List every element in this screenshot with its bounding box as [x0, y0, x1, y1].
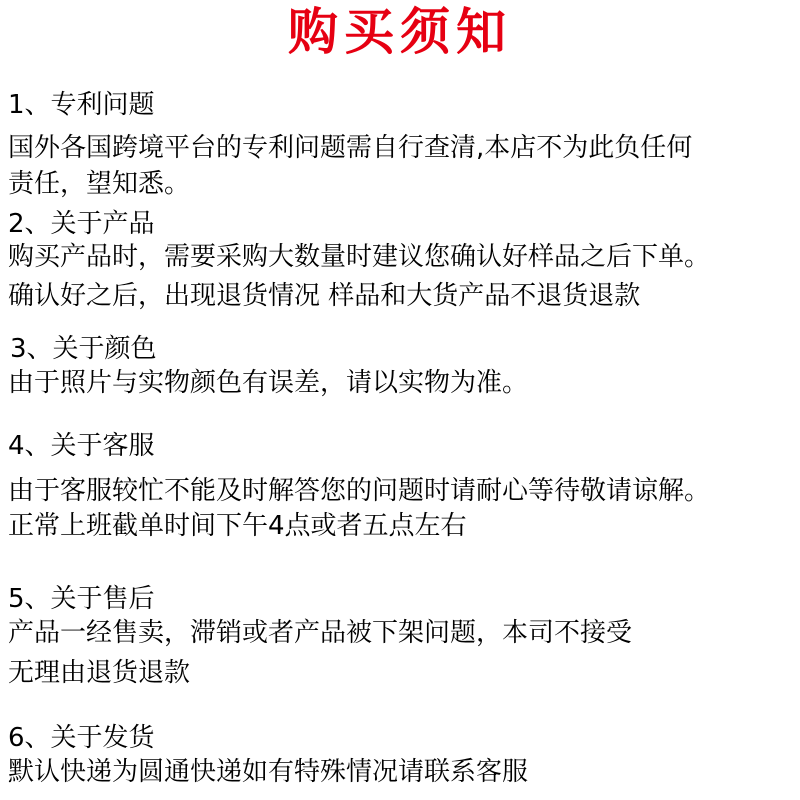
section-5-heading: 5、关于售后	[8, 584, 155, 614]
section-6-line-1: 默认快递为圆通快递如有特殊情况请联系客服	[8, 757, 529, 787]
section-6-heading: 6、关于发货	[8, 723, 155, 753]
section-4-heading: 4、关于客服	[8, 431, 155, 461]
section-5-line-2: 无理由退货退款	[8, 658, 191, 688]
section-4-line-1: 由于客服较忙不能及时解答您的问题时请耐心等待敬请谅解。	[8, 476, 711, 506]
section-3-line-1: 由于照片与实物颜色有误差，请以实物为准。	[8, 368, 529, 398]
page-title: 购买须知	[288, 3, 512, 61]
section-1-line-1: 国外各国跨境平台的专利问题需自行查清,本店不为此负任何	[8, 133, 693, 163]
section-2-line-1: 购买产品时，需要采购大数量时建议您确认好样品之后下单。	[8, 242, 711, 272]
section-1-heading: 1、专利问题	[8, 90, 155, 120]
section-5-line-1: 产品一经售卖，滞销或者产品被下架问题，本司不接受	[8, 618, 633, 648]
section-3-heading: 3、关于颜色	[10, 334, 157, 364]
section-4-line-2: 正常上班截单时间下午4点或者五点左右	[8, 511, 467, 541]
section-2-heading: 2、关于产品	[8, 209, 155, 239]
section-1-line-2: 责任，望知悉。	[8, 169, 191, 199]
section-2-line-2: 确认好之后，出现退货情况 样品和大货产品不退货退款	[8, 281, 641, 311]
